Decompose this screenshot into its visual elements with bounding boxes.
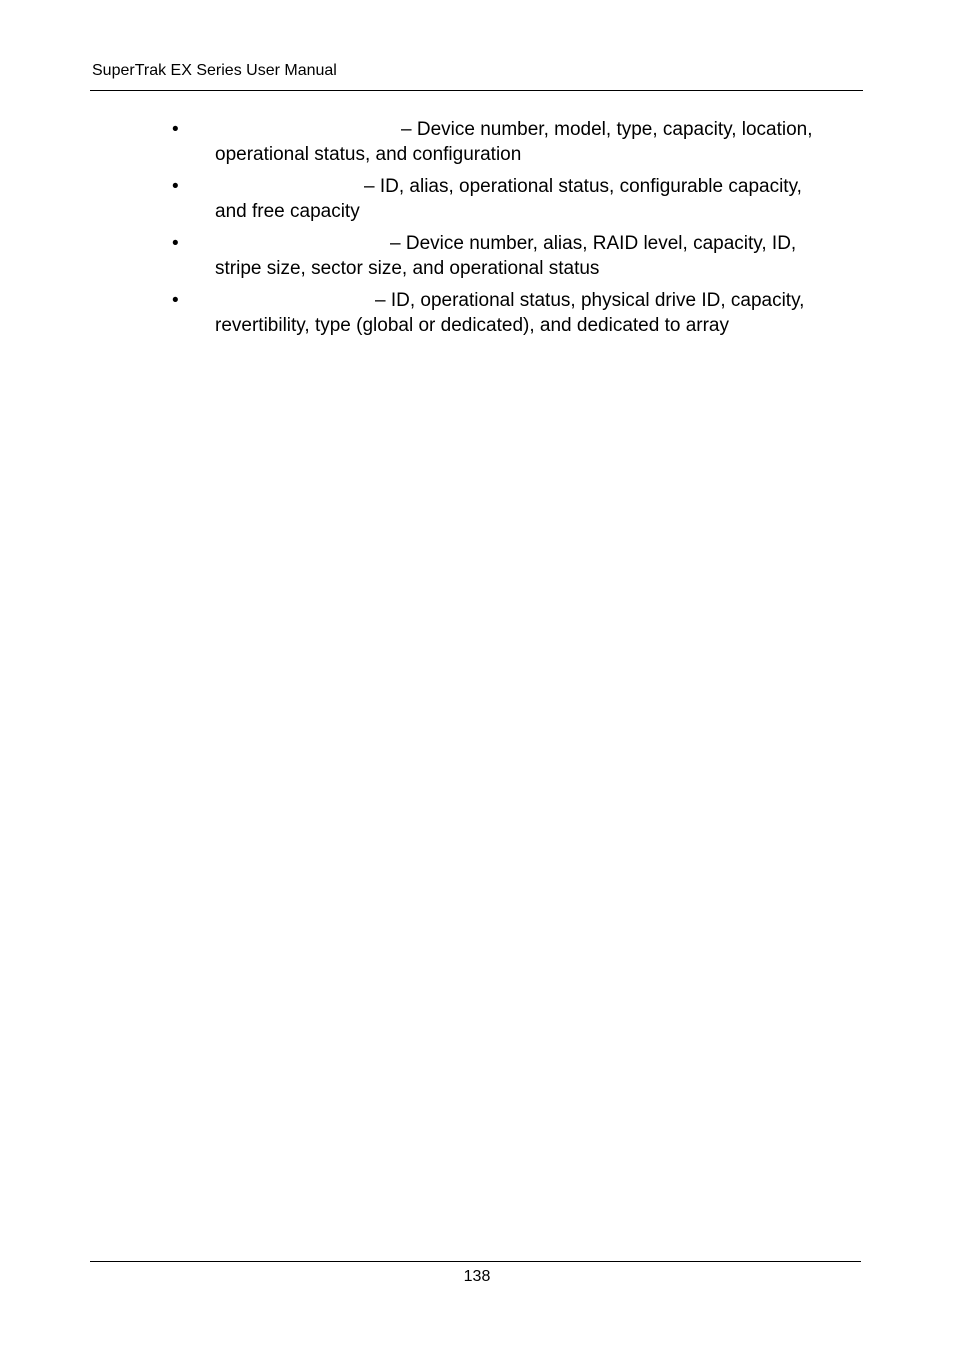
list-item-text-line1: – ID, alias, operational status, configurable capacity, — [364, 176, 802, 197]
list-item — [0, 117, 954, 174]
list-item-text-line2: operational status, and configuration — [215, 144, 522, 165]
list-item-text-line2: stripe size, sector size, and operational status — [215, 258, 600, 279]
list-item — [0, 288, 954, 345]
list-item-text-line1: – ID, operational status, physical drive ID, capacity, — [375, 290, 805, 311]
page-number: 138 — [463, 1268, 491, 1285]
header-divider — [90, 90, 863, 91]
bullet-marker: • — [172, 233, 179, 254]
list-item-text-line2: and free capacity — [215, 201, 360, 222]
bullet-list — [0, 117, 954, 345]
list-item-text-line2: revertibility, type (global or dedicated), and dedicated to array — [215, 315, 729, 336]
list-item-text-line1: – Device number, alias, RAID level, capacity, ID, — [390, 233, 797, 254]
list-item — [0, 231, 954, 288]
footer-divider — [90, 1261, 861, 1262]
bullet-marker: • — [172, 119, 179, 140]
list-item — [0, 174, 954, 231]
bullet-marker: • — [172, 290, 179, 311]
bullet-marker: • — [172, 176, 179, 197]
running-header: SuperTrak EX Series User Manual — [92, 62, 337, 79]
list-item-text-line1: – Device number, model, type, capacity, location, — [401, 119, 813, 140]
